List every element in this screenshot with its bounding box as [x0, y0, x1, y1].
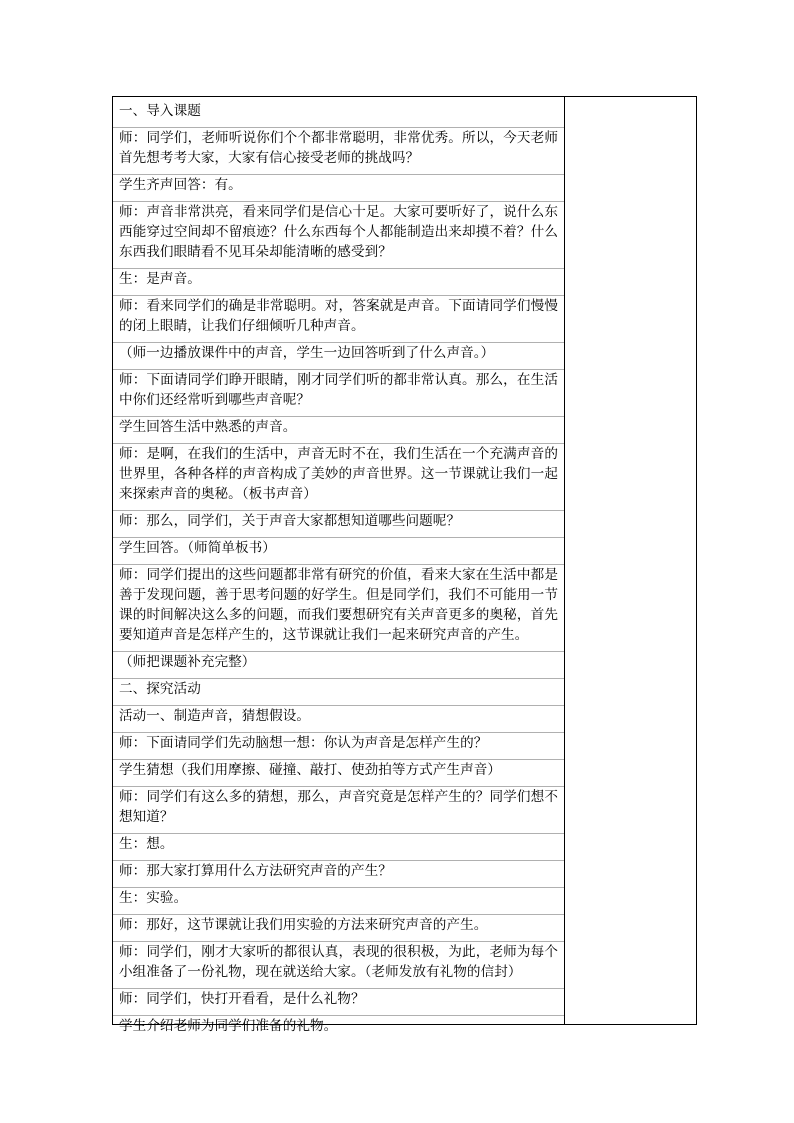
lesson-content-column: [113, 97, 565, 1034]
paragraph: 师：声音非常洪亮，看来同学们是信心十足。大家可要听好了，说什么东西能穿过空间却不留痕迹？什么东西每个人都能制造出来却摸不着？什么东西我们眼睛看不见耳朵却能清晰的感受到？: [113, 202, 564, 269]
paragraph: 生：是声音。: [113, 269, 564, 296]
paragraph: 师：看来同学们的确是非常聪明。对，答案就是声音。下面请同学们慢慢的闭上眼睛，让我们仔细倾听几种声音。: [113, 296, 564, 343]
notes-column: [565, 97, 696, 1024]
paragraph: 师：那好，这节课就让我们用实验的方法来研究声音的产生。: [113, 915, 564, 942]
paragraph: 师：那大家打算用什么方法研究声音的产生？: [113, 861, 564, 888]
paragraph: 学生回答生活中熟悉的声音。: [113, 417, 564, 444]
paragraph: 生：想。: [113, 834, 564, 861]
paragraph: 生：实验。: [113, 888, 564, 915]
section-heading: 二、探究活动: [113, 679, 564, 706]
paragraph: 学生猜想（我们用摩擦、碰撞、敲打、使劲拍等方式产生声音）: [113, 760, 564, 787]
paragraph: 师：同学们有这么多的猜想，那么，声音究竟是怎样产生的？同学们想不想知道？: [113, 787, 564, 834]
paragraph: 师：下面请同学们先动脑想一想：你认为声音是怎样产生的？: [113, 733, 564, 760]
paragraph: 学生介绍老师为同学们准备的礼物。: [119, 1018, 338, 1034]
activity-heading: 活动一、制造声音，猜想假设。: [113, 706, 564, 733]
section-heading: 一、导入课题: [113, 101, 564, 128]
paragraph: 师：那么，同学们，关于声音大家都想知道哪些问题呢？: [113, 511, 564, 538]
paragraph: 师：下面请同学们睁开眼睛，刚才同学们听的都非常认真。那么，在生活中你们还经常听到哪些声音呢？: [113, 370, 564, 417]
paragraph: （师一边播放课件中的声音，学生一边回答听到了什么声音。）: [113, 343, 564, 370]
paragraph: 学生回答。（师简单板书）: [113, 538, 564, 565]
paragraph: 师：同学们，快打开看看，是什么礼物？: [113, 989, 564, 1016]
paragraph: 学生齐声回答：有。: [113, 175, 564, 202]
paragraph: 师：同学们，刚才大家听的都很认真，表现的很积极，为此，老师为每个小组准备了一份礼物，现在就送给大家。（老师发放有礼物的信封）: [113, 942, 564, 989]
paragraph: 师：同学们，老师听说你们个个都非常聪明，非常优秀。所以，今天老师首先想考考大家，大家有信心接受老师的挑战吗？: [113, 128, 564, 175]
paragraph: （师把课题补充完整）: [113, 652, 564, 679]
paragraph: 师：是啊，在我们的生活中，声音无时不在，我们生活在一个充满声音的世界里，各种各样的声音构成了美妙的声音世界。这一节课就让我们一起来探索声音的奥秘。（板书声音）: [113, 444, 564, 511]
lesson-table: [112, 96, 697, 1034]
paragraph: 师：同学们提出的这些问题都非常有研究的价值，看来大家在生活中都是善于发现问题，善于思考问题的好学生。但是同学们，我们不可能用一节课的时间解决这么多的问题，而我们要想研究有关声音更多的奥秘，首先要知道声音是怎样产生的，这节课就让我们一起来研究声音的产生。: [113, 565, 564, 652]
